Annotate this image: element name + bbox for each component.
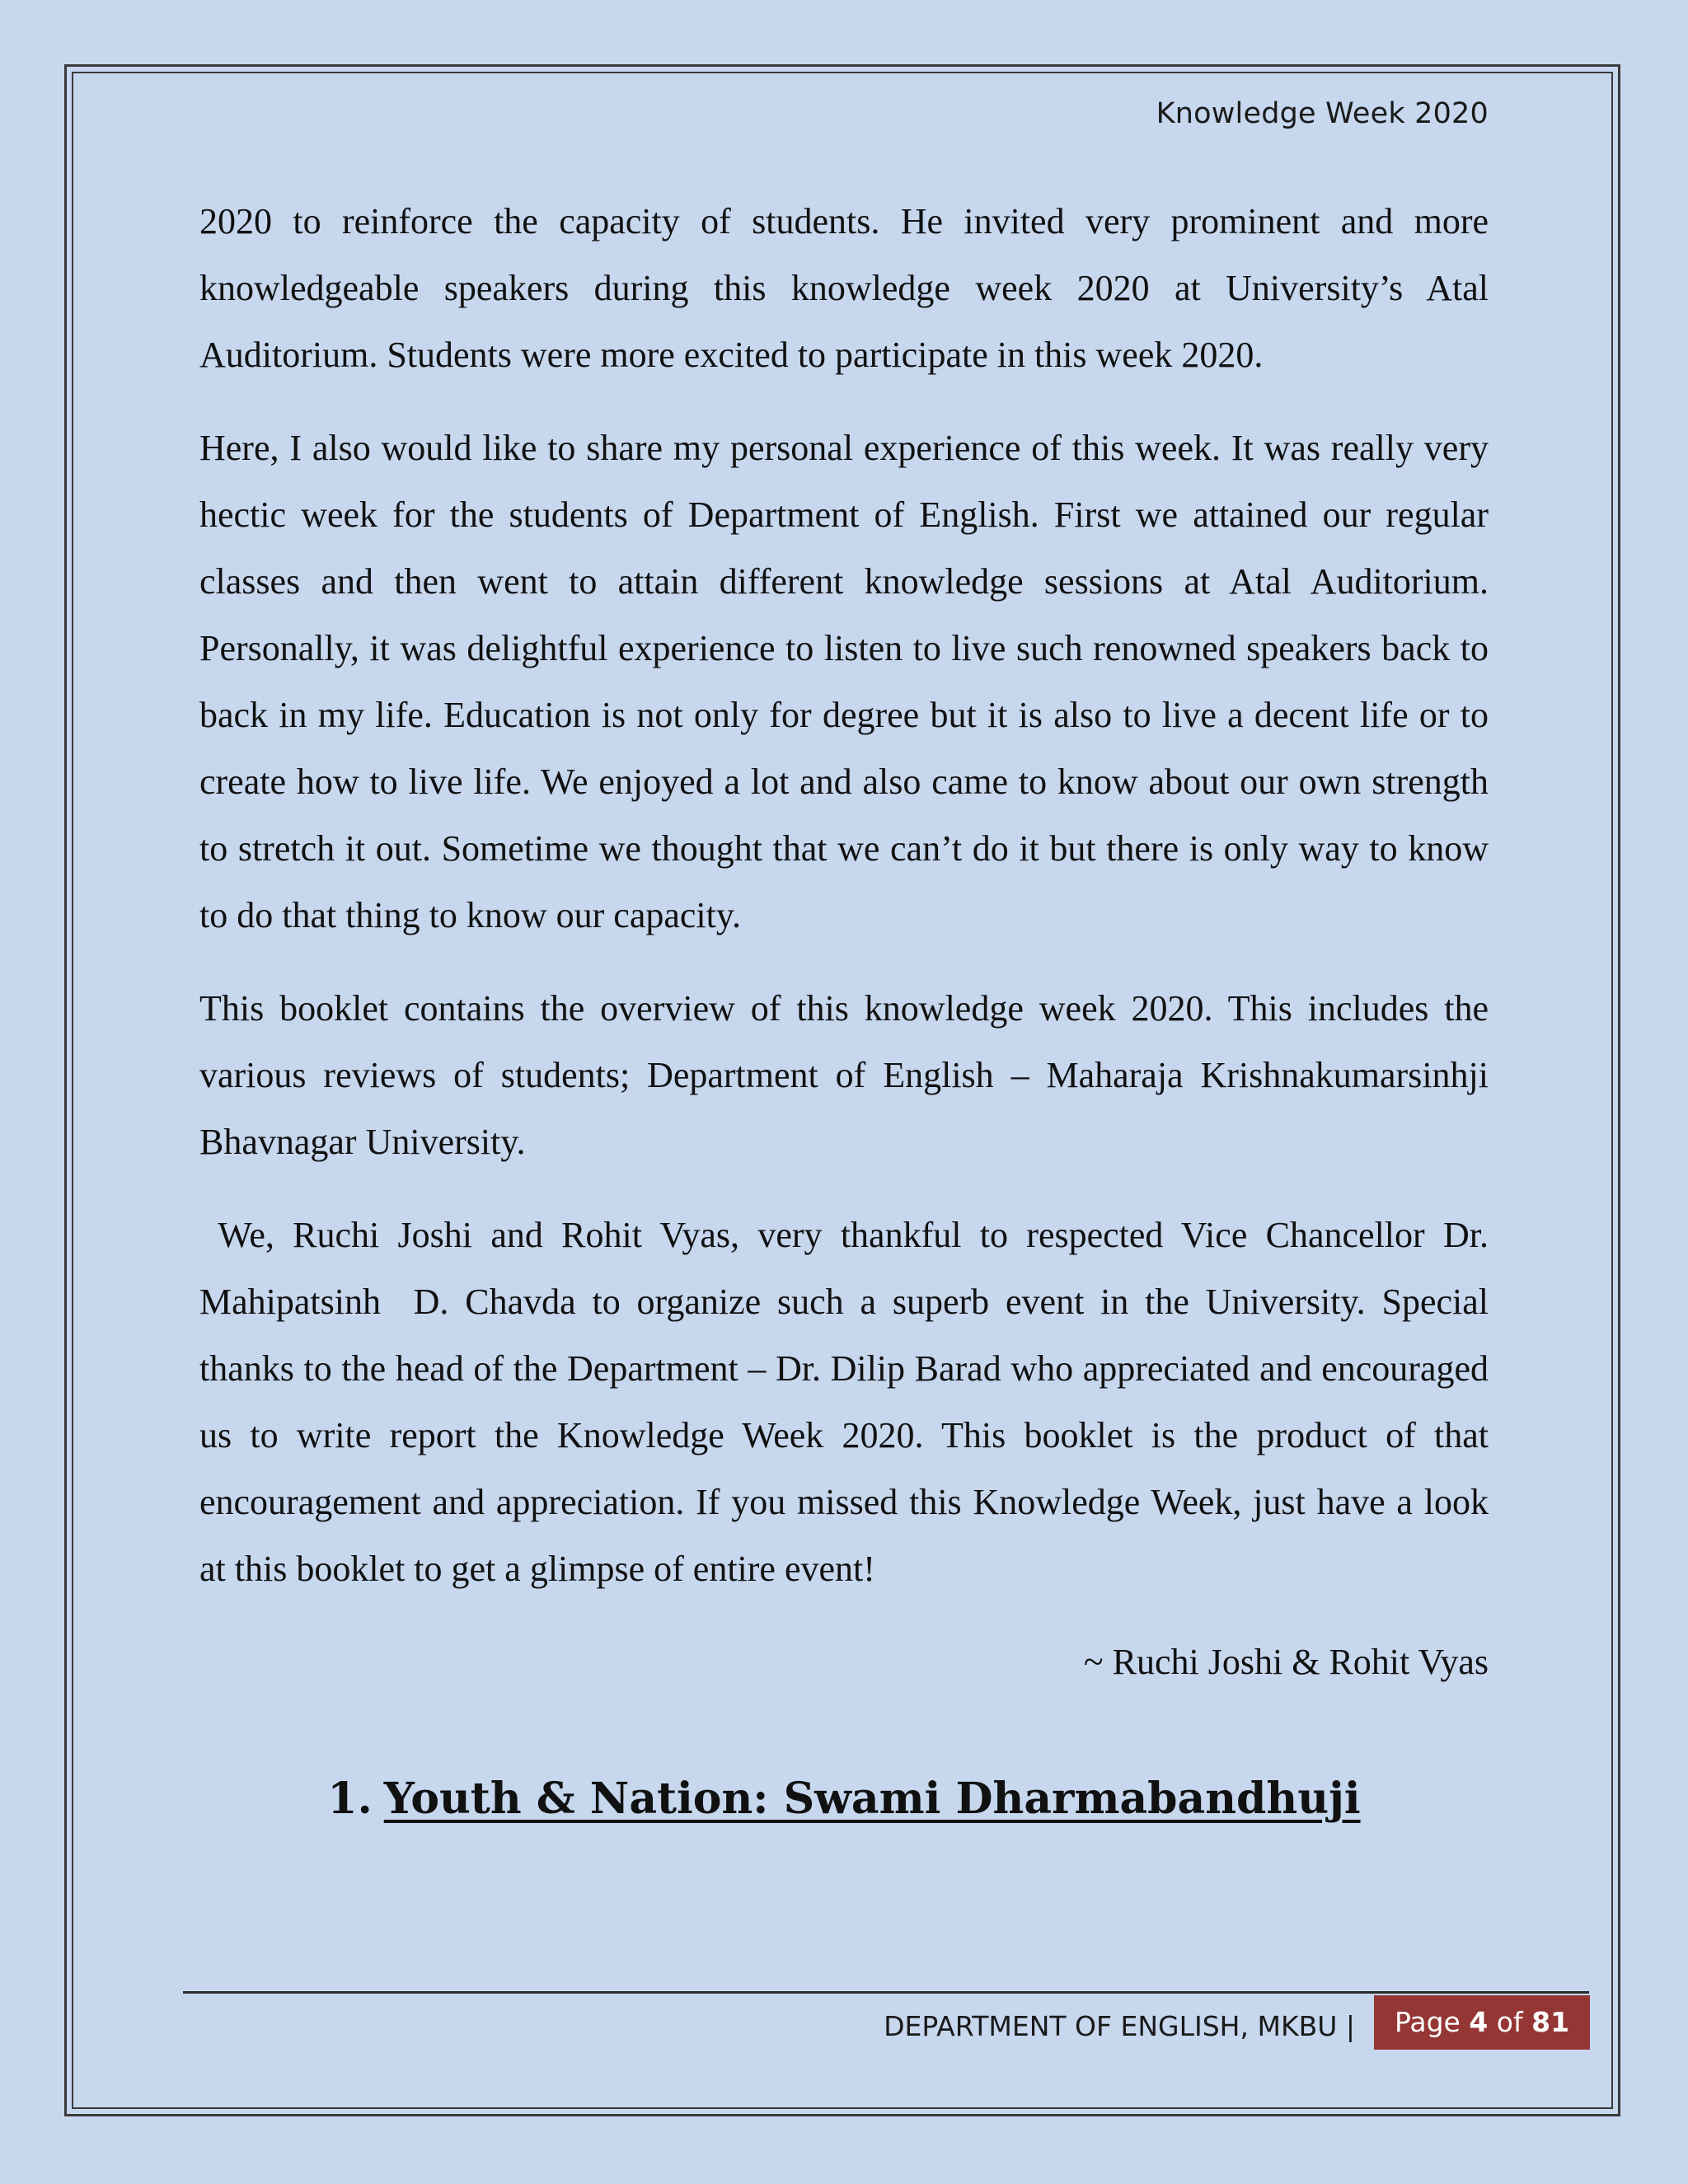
page-of: of [1488,2006,1532,2038]
section-number: 1. [327,1774,373,1824]
section-title: Youth & Nation: Swami Dharmabandhuji [383,1774,1361,1824]
page-word: Page [1394,2006,1470,2038]
paragraph-booklet-overview: This booklet contains the overview of this knowledge week 2020. This includes the various reviews of students; Department of English – Maharaja Krishnakumarsinhji Bhavnagar University. [199,988,1489,1162]
footer-department: DEPARTMENT OF ENGLISH, MKBU | [884,2010,1355,2042]
paragraph-personal-experience: Here, I also would like to share my personal experience of this week. It was really very hectic week for the students of Department of English. First we attained our regular classes and then went to attain different knowledge sessions at Atal Auditorium. Personally, it was delightful experience to listen to live such renowned speakers back to back in my life. Education is not only for degree but it is also to live a decent life or to create how to live life. We enjoyed a lot and also came to know about our own strength to stretch it out. Sometime we thought that we can’t do it but there is only way to know to do that thing to know our capacity. [199,428,1489,935]
body-content [199,188,1498,1695]
page-total: 81 [1531,2006,1570,2038]
page-number-badge [1374,1995,1590,2050]
footer-rule [183,1991,1589,1994]
running-header: Knowledge Week 2020 [1156,97,1489,130]
author-signature: ~ Ruchi Joshi & Rohit Vyas [1083,1642,1489,1682]
paragraph-acknowledgements: We, Ruchi Joshi and Rohit Vyas, very thankful to respected Vice Chancellor Dr. Mahipatsinh D. Chavda to organize such a superb event in the University. Special thanks to the head of the Department – Dr. Dilip Barad who appreciated and encouraged us to write report the Knowledge Week 2020. This booklet is the product of that encouragement and appreciation. If you missed this Knowledge Week, just have a look at this booklet to get a glimpse of entire event! [199,1215,1498,1589]
section-heading [0,1772,1688,1826]
paragraph-intro-continued: 2020 to reinforce the capacity of students. He invited very prominent and more knowledgeable speakers during this knowledge week 2020 at University’s Atal Auditorium. Students were more excited to participate in this week 2020. [199,201,1489,375]
page-current: 4 [1469,2006,1489,2038]
